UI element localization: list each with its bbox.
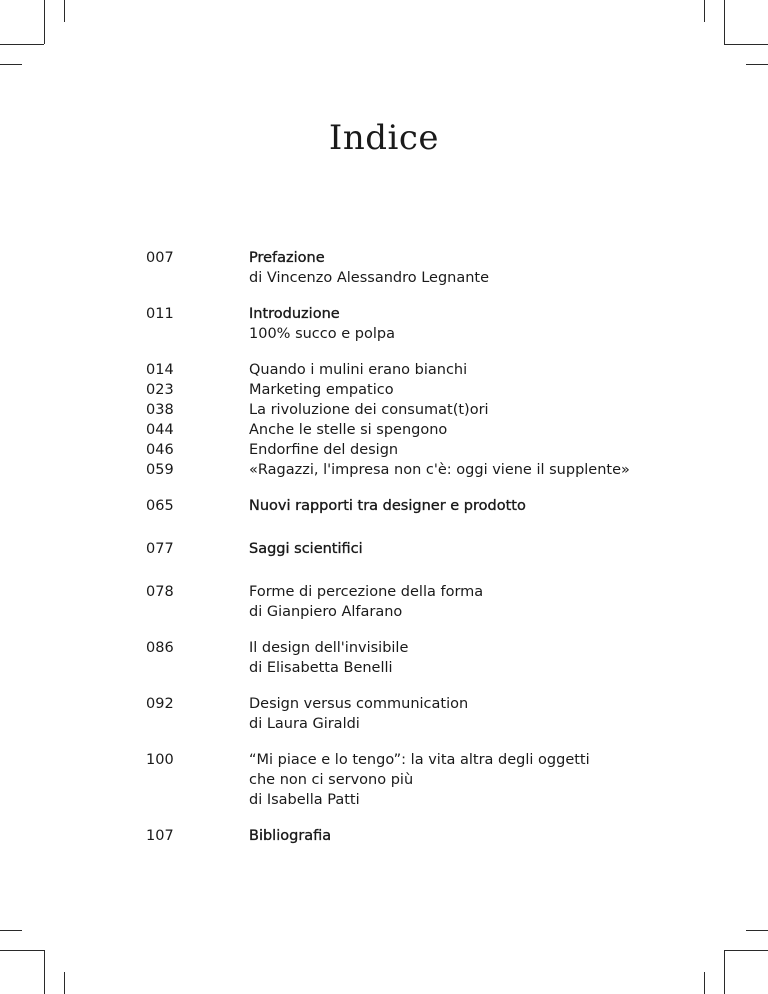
page-numbers bbox=[146, 496, 226, 516]
section-title: Saggi scientifici bbox=[249, 541, 363, 557]
page-number: 107 bbox=[146, 828, 174, 844]
entry-line: di Laura Giraldi bbox=[249, 716, 360, 732]
entry-line: “Mi piace e lo tengo”: la vita altra degli oggetti bbox=[249, 752, 590, 768]
section-title: Prefazione bbox=[249, 250, 325, 266]
entry-text bbox=[249, 694, 709, 734]
page-numbers bbox=[146, 304, 226, 324]
entry-line: di Elisabetta Benelli bbox=[249, 660, 393, 676]
entry-line: di Gianpiero Alfarano bbox=[249, 604, 403, 620]
section-title: Bibliografia bbox=[249, 828, 332, 844]
page-numbers bbox=[146, 582, 226, 602]
page-number: 078 bbox=[146, 584, 174, 600]
entry-text bbox=[249, 248, 709, 288]
page-number: 023 bbox=[146, 382, 174, 398]
entry-text bbox=[249, 638, 709, 678]
crop-mark bbox=[704, 972, 705, 994]
page-numbers bbox=[146, 826, 226, 846]
entry-line: «Ragazzi, l'impresa non c'è: oggi viene il supplente» bbox=[249, 462, 630, 478]
entry-line: Anche le stelle si spengono bbox=[249, 422, 448, 438]
crop-mark bbox=[0, 44, 44, 45]
crop-mark bbox=[724, 44, 768, 45]
page-number: 092 bbox=[146, 696, 174, 712]
entry-line: Forme di percezione della forma bbox=[249, 584, 484, 600]
entry-text bbox=[249, 539, 709, 559]
crop-mark bbox=[746, 64, 768, 65]
entry-text bbox=[249, 496, 709, 516]
page-number: 046 bbox=[146, 442, 174, 458]
entry-line: La rivoluzione dei consumat(t)ori bbox=[249, 402, 489, 418]
entry-line: che non ci servono più bbox=[249, 772, 414, 788]
crop-mark bbox=[0, 64, 22, 65]
page-numbers bbox=[146, 638, 226, 658]
page-number: 059 bbox=[146, 462, 174, 478]
page-numbers bbox=[146, 750, 226, 770]
crop-mark bbox=[44, 0, 45, 44]
crop-mark bbox=[64, 0, 65, 22]
entry-line: di Isabella Patti bbox=[249, 792, 360, 808]
entry-line: 100% succo e polpa bbox=[249, 326, 395, 342]
page-number: 077 bbox=[146, 541, 174, 557]
crop-mark bbox=[746, 930, 768, 931]
crop-mark bbox=[724, 950, 768, 951]
page-numbers bbox=[146, 360, 226, 480]
page-number: 007 bbox=[146, 250, 174, 266]
crop-mark bbox=[0, 930, 22, 931]
entry-text bbox=[249, 826, 709, 846]
page-number: 038 bbox=[146, 402, 174, 418]
page-numbers bbox=[146, 694, 226, 714]
section-title: Nuovi rapporti tra designer e prodotto bbox=[249, 498, 526, 514]
section-title: Introduzione bbox=[249, 306, 340, 322]
page-number: 014 bbox=[146, 362, 174, 378]
crop-mark bbox=[0, 950, 44, 951]
entry-text bbox=[249, 750, 709, 810]
entry-line: Endorfine del design bbox=[249, 442, 399, 458]
entry-line: Il design dell'invisibile bbox=[249, 640, 409, 656]
page-numbers bbox=[146, 539, 226, 559]
page-number: 065 bbox=[146, 498, 174, 514]
entry-line: Design versus communication bbox=[249, 696, 469, 712]
page-number: 100 bbox=[146, 752, 174, 768]
page-number: 011 bbox=[146, 306, 174, 322]
page-numbers bbox=[146, 248, 226, 268]
crop-mark bbox=[724, 950, 725, 994]
crop-mark bbox=[724, 0, 725, 44]
page-number: 044 bbox=[146, 422, 174, 438]
crop-mark bbox=[704, 0, 705, 22]
page-title: Indice bbox=[328, 118, 440, 158]
entry-line: di Vincenzo Alessandro Legnante bbox=[249, 270, 490, 286]
page-number: 086 bbox=[146, 640, 174, 656]
crop-mark bbox=[44, 950, 45, 994]
crop-mark bbox=[64, 972, 65, 994]
entry-text bbox=[249, 304, 709, 344]
entry-text bbox=[249, 582, 709, 622]
entry-line: Quando i mulini erano bianchi bbox=[249, 362, 468, 378]
entry-line: Marketing empatico bbox=[249, 382, 394, 398]
entry-text bbox=[249, 360, 709, 480]
